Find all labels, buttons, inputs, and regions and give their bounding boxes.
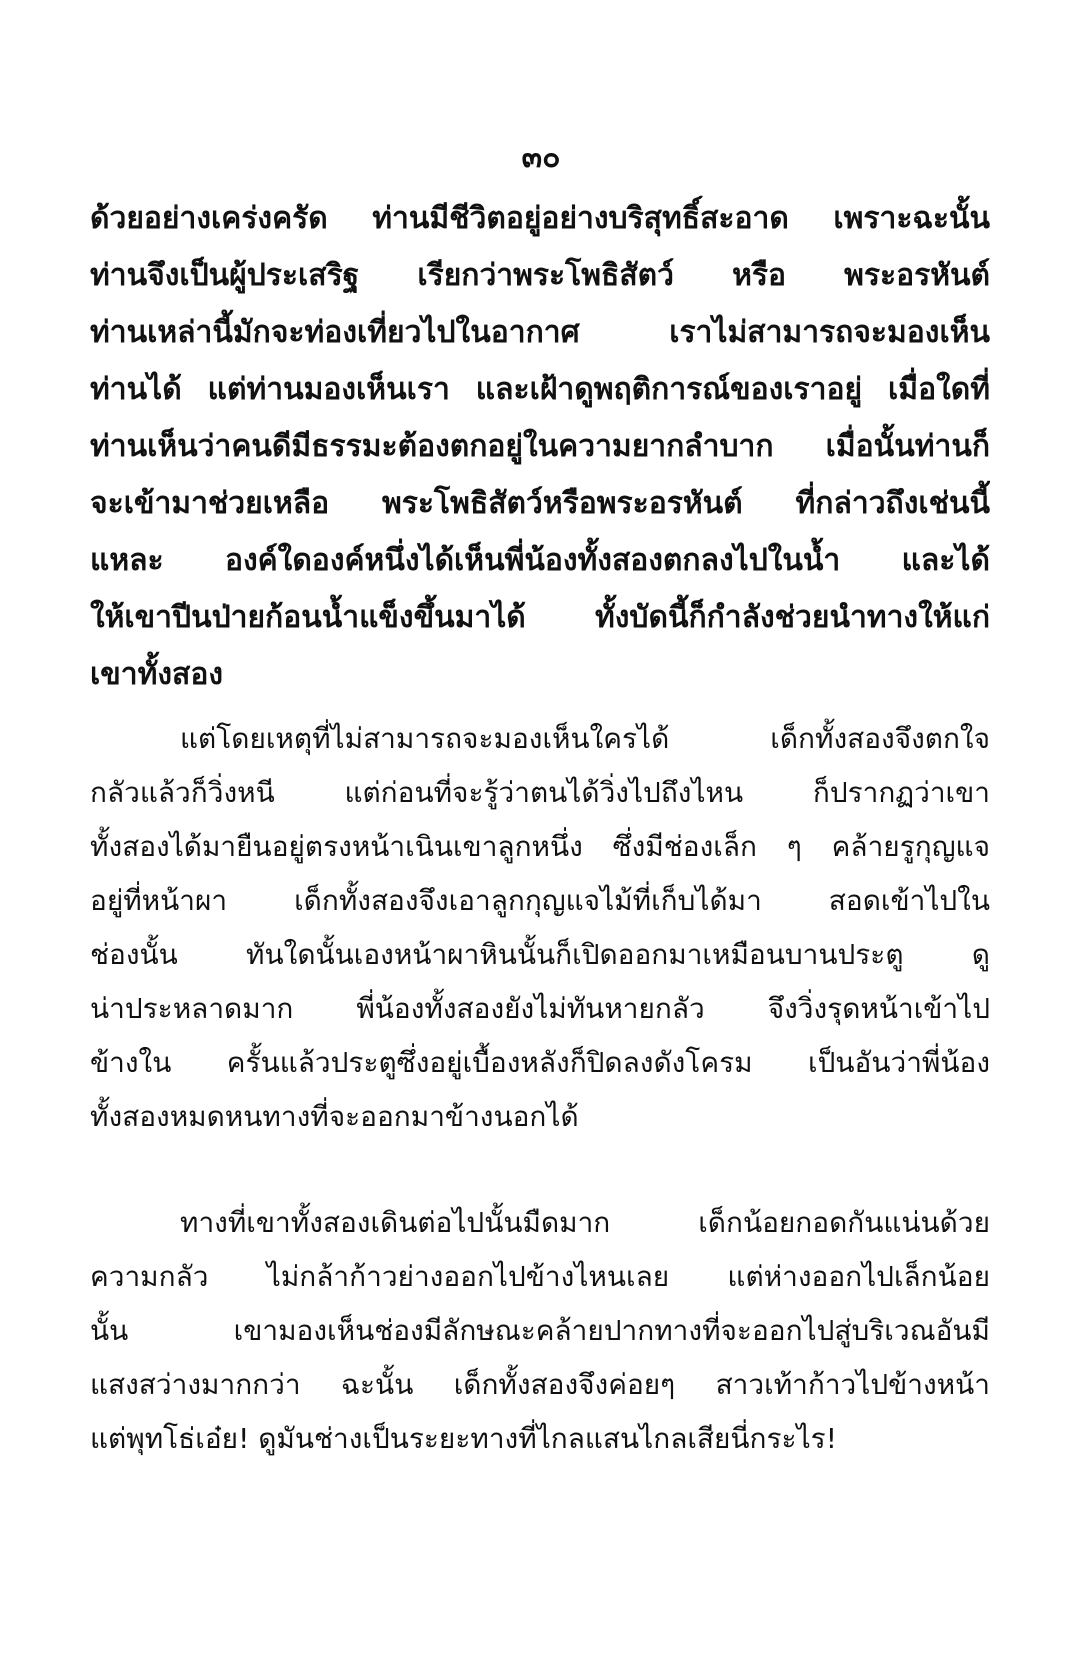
text-line: ทั้งสองหมดหนทางที่จะออกมาข้างนอกได้ (90, 1100, 579, 1133)
text-line: อยู่ที่หน้าผา เด็กทั้งสองจึงเอาลูกกุญแจไม้ที่เก็บได้มา สอดเข้าไปใน (90, 884, 990, 917)
text-line: จะเข้ามาช่วยเหลือ พระโพธิสัตว์หรือพระอรหันต์ ที่กล่าวถึงเช่นนี้ (90, 486, 990, 521)
text-line: นั้น เขามองเห็นช่องมีลักษณะคล้ายปากทางที่จะออกไปสู่บริเวณอันมี (90, 1314, 990, 1347)
paragraph-1 (90, 190, 990, 703)
text-line: ท่านจึงเป็นผู้ประเสริฐ เรียกว่าพระโพธิสัตว์ หรือ พระอรหันต์ (90, 258, 990, 293)
text-line: ความกลัว ไม่กล้าก้าวย่างออกไปข้างไหนเลย แต่ห่างออกไปเล็กน้อย (90, 1260, 990, 1293)
text-line: ท่านเหล่านี้มักจะท่องเที่ยวไปในอากาศ เราไม่สามารถจะมองเห็น (90, 315, 990, 350)
text-line: ด้วยอย่างเคร่งครัด ท่านมีชีวิตอยู่อย่างบริสุทธิ์สะอาด เพราะฉะนั้น (90, 201, 990, 236)
text-line: น่าประหลาดมาก พี่น้องทั้งสองยังไม่ทันหายกลัว จึงวิ่งรุดหน้าเข้าไป (90, 992, 990, 1025)
text-line: ช่องนั้น ทันใดนั้นเองหน้าผาหินนั้นก็เปิดออกมาเหมือนบานประตู ดู (90, 938, 990, 971)
text-line: ท่านได้ แต่ท่านมองเห็นเรา และเฝ้าดูพฤติการณ์ของเราอยู่ เมื่อใดที่ (90, 372, 990, 407)
text-line: ข้างใน ครั้นแล้วประตูซึ่งอยู่เบื้องหลังก็ปิดลงดังโครม เป็นอันว่าพี่น้อง (90, 1046, 990, 1079)
text-line: แสงสว่างมากกว่า ฉะนั้น เด็กทั้งสองจึงค่อยๆ สาวเท้าก้าวไปข้างหน้า (90, 1368, 990, 1401)
text-line: เขาทั้งสอง (90, 657, 224, 692)
paragraph-2 (90, 712, 990, 1144)
text-line: แต่พุทโธ่เอ๋ย! ดูมันช่างเป็นระยะทางที่ไกลแสนไกลเสียนี่กระไร! (90, 1422, 837, 1455)
text-line: แหละ องค์ใดองค์หนึ่งได้เห็นพี่น้องทั้งสองตกลงไปในน้ำ และได้ (90, 543, 990, 578)
text-line: ท่านเห็นว่าคนดีมีธรรมะต้องตกอยู่ในความยากลำบาก เมื่อนั้นท่านก็ (90, 429, 990, 464)
text-line: แต่โดยเหตุที่ไม่สามารถจะมองเห็นใครได้ เด็กทั้งสองจึงตกใจ (180, 722, 990, 755)
text-line: ให้เขาปีนป่ายก้อนน้ำแข็งขึ้นมาได้ ทั้งบัดนี้ก็กำลังช่วยนำทางให้แก่ (90, 600, 990, 635)
page-number: ๓๐ (521, 140, 561, 175)
text-line: ทางที่เขาทั้งสองเดินต่อไปนั้นมืดมาก เด็กน้อยกอดกันแน่นด้วย (180, 1206, 990, 1239)
paragraph-3 (90, 1196, 990, 1466)
text-line: กลัวแล้วก็วิ่งหนี แต่ก่อนที่จะรู้ว่าตนได้วิ่งไปถึงไหน ก็ปรากฏว่าเขา (90, 776, 990, 809)
text-line: ทั้งสองได้มายืนอยู่ตรงหน้าเนินเขาลูกหนึ่ง ซึ่งมีช่องเล็ก ๆ คล้ายรูกุญแจ (90, 830, 990, 863)
